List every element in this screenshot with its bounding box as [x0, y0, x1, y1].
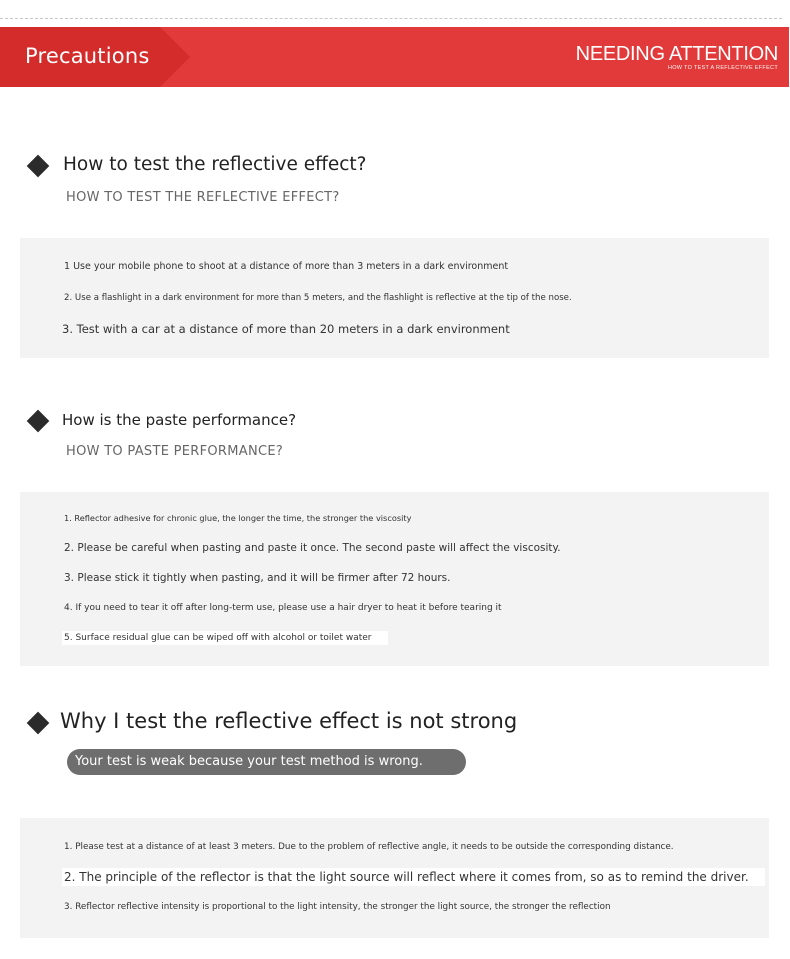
diamond-bullet-icon — [27, 410, 50, 433]
banner-title: Precautions — [25, 44, 150, 68]
list-item: 2. Please be careful when pasting and paste it once. The second paste will affect the viscosity. — [64, 542, 561, 554]
info-panel — [20, 818, 769, 938]
top-dashed-divider — [0, 18, 782, 19]
banner-right-title: NEEDING ATTENTION — [575, 43, 778, 65]
warning-pill: Your test is weak because your test method is wrong. — [67, 749, 466, 775]
section-heading: How is the paste performance? — [62, 411, 297, 429]
list-item: 2. The principle of the reflector is that the light source will reflect where it comes from, so as to remind the driver. — [62, 868, 765, 886]
list-item: 3. Reflector reflective intensity is proportional to the light intensity, the stronger the light source, the stronger the reflection — [64, 902, 611, 912]
banner-right-subtitle: HOW TO TEST A REFLECTIVE EFFECT — [667, 65, 778, 71]
section-heading: Why I test the reflective effect is not strong — [60, 709, 518, 733]
precautions-banner — [0, 27, 789, 87]
list-item: 3. Please stick it tightly when pasting, and it will be firmer after 72 hours. — [64, 572, 451, 584]
diamond-bullet-icon — [27, 155, 50, 178]
list-item: 1. Reflector adhesive for chronic glue, the longer the time, the stronger the viscosity — [64, 513, 412, 523]
info-panel — [20, 238, 769, 358]
list-item: 5. Surface residual glue can be wiped off with alcohol or toilet water — [62, 631, 388, 645]
list-item: 1. Please test at a distance of at least 3 meters. Due to the problem of reflective angle, it needs to be outside the corresponding distance. — [64, 842, 674, 852]
section-subheading: HOW TO TEST THE REFLECTIVE EFFECT? — [66, 190, 340, 205]
list-item: 3. Test with a car at a distance of more than 20 meters in a dark environment — [62, 322, 510, 336]
section-subheading: HOW TO PASTE PERFORMANCE? — [66, 444, 284, 459]
diamond-bullet-icon — [27, 712, 50, 735]
banner-right — [576, 43, 778, 71]
list-item: 1 Use your mobile phone to shoot at a distance of more than 3 meters in a dark environment — [64, 261, 509, 272]
list-item: 2. Use a flashlight in a dark environment for more than 5 meters, and the flashlight is reflective at the tip of the nose. — [64, 293, 572, 303]
section-heading: How to test the reflective effect? — [63, 154, 367, 175]
list-item: 4. If you need to tear it off after long-term use, please use a hair dryer to heat it before tearing it — [64, 603, 502, 613]
info-panel — [20, 492, 769, 666]
